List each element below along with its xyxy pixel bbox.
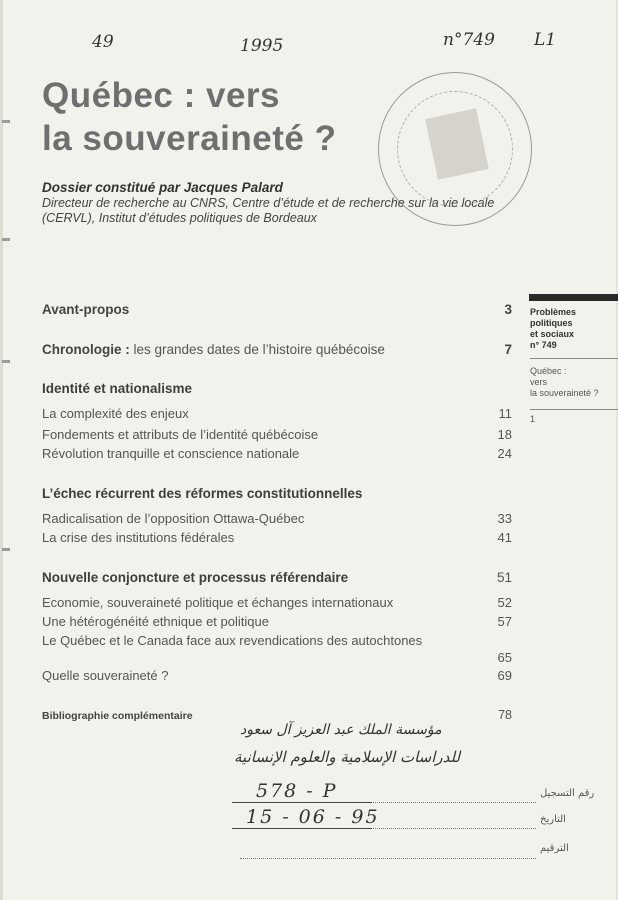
toc-page: 78 xyxy=(498,708,512,722)
toc-label: Le Québec et le Canada face aux revendications des autochtones xyxy=(42,633,423,648)
toc-label xyxy=(42,342,385,357)
scan-mark xyxy=(2,360,10,363)
series-line: et sociaux xyxy=(530,329,575,339)
scan-mark xyxy=(2,120,10,123)
stamp-label: الترقيم xyxy=(540,843,569,854)
toc-heading: Identité et nationalisme xyxy=(42,381,193,396)
scan-mark xyxy=(2,548,10,551)
title-line: la souveraineté ? xyxy=(42,119,337,158)
toc-label: Bibliographie complémentaire xyxy=(42,710,193,722)
title-line: Québec : vers xyxy=(42,76,280,115)
toc-page: 52 xyxy=(497,595,512,610)
toc-page: 18 xyxy=(497,427,512,442)
series-name xyxy=(530,307,610,351)
toc-page: 57 xyxy=(497,614,512,629)
toc-label: La complexité des enjeux xyxy=(42,406,189,421)
toc-label: Economie, souveraineté politique et échanges internationaux xyxy=(42,595,394,610)
sidebar-title-line: vers xyxy=(530,377,548,387)
series-line: politiques xyxy=(530,318,573,328)
toc-page: 24 xyxy=(497,446,512,461)
toc-label: La crise des institutions fédérales xyxy=(42,530,235,545)
toc-page: 51 xyxy=(496,570,512,585)
stamp-line: مؤسسة الملك عبد العزيز آل سعود xyxy=(240,722,442,738)
toc-heading: L’échec récurrent des réformes constitutionnelles xyxy=(42,486,363,501)
toc-page: 11 xyxy=(498,406,512,421)
toc-label: Fondements et attributs de l’identité québécoise xyxy=(42,427,319,442)
toc-lead: Chronologie : xyxy=(42,342,130,357)
registration-number: 578 - P xyxy=(256,780,338,802)
toc-page: 7 xyxy=(504,342,512,357)
toc-label: Quelle souveraineté ? xyxy=(42,668,169,683)
handwritten-underline xyxy=(232,802,372,803)
stamp-line: للدراسات الإسلامية والعلوم الإنسانية xyxy=(234,748,461,766)
series-line: Problèmes xyxy=(530,307,577,317)
sidebar-title xyxy=(530,366,615,399)
toc-rest: les grandes dates de l’histoire québécoise xyxy=(129,342,385,357)
handwritten-underline xyxy=(232,828,372,829)
handwritten-mark: n°749 xyxy=(443,30,495,50)
scan-mark xyxy=(2,238,10,241)
handwritten-mark: 49 xyxy=(92,32,114,52)
sidebar-number: 1 xyxy=(530,414,536,424)
handwritten-mark: L1 xyxy=(534,30,557,50)
page-title xyxy=(42,74,336,160)
handwritten-mark: 1995 xyxy=(240,36,284,56)
author-affiliation: Directeur de recherche au CNRS, Centre d’étude et de recherche sur la vie locale (CERVL), Institut d’études politiques de Bordeaux xyxy=(42,196,495,225)
toc-heading: Nouvelle conjoncture et processus référendaire xyxy=(42,570,349,585)
stamp-dotted-line xyxy=(240,858,536,859)
sidebar-title-line: Québec : xyxy=(530,366,567,376)
sidebar-rule xyxy=(530,409,618,410)
sidebar-bar xyxy=(529,294,618,301)
toc-label: Révolution tranquille et conscience nationale xyxy=(42,446,300,461)
toc-page: 65 xyxy=(497,650,512,665)
toc-page: 41 xyxy=(497,530,512,545)
stamp-label: التاريخ xyxy=(540,814,566,825)
toc-page: 3 xyxy=(504,302,512,317)
sidebar-rule xyxy=(530,358,618,359)
registration-date: 15 - 06 - 95 xyxy=(246,806,380,828)
scan-edge-left xyxy=(0,0,3,900)
dossier-author: Dossier constitué par Jacques Palard xyxy=(42,180,283,195)
series-line: n° 749 xyxy=(530,340,557,350)
toc-label: Une hétérogénéité ethnique et politique xyxy=(42,614,269,629)
toc-label: Avant-propos xyxy=(42,302,130,317)
toc-page: 33 xyxy=(497,511,512,526)
stamp-label: رقم التسجيل xyxy=(540,788,595,799)
toc-page: 69 xyxy=(497,668,512,683)
sidebar-title-line: la souveraineté ? xyxy=(530,388,599,398)
toc-label: Radicalisation de l’opposition Ottawa-Québec xyxy=(42,511,305,526)
